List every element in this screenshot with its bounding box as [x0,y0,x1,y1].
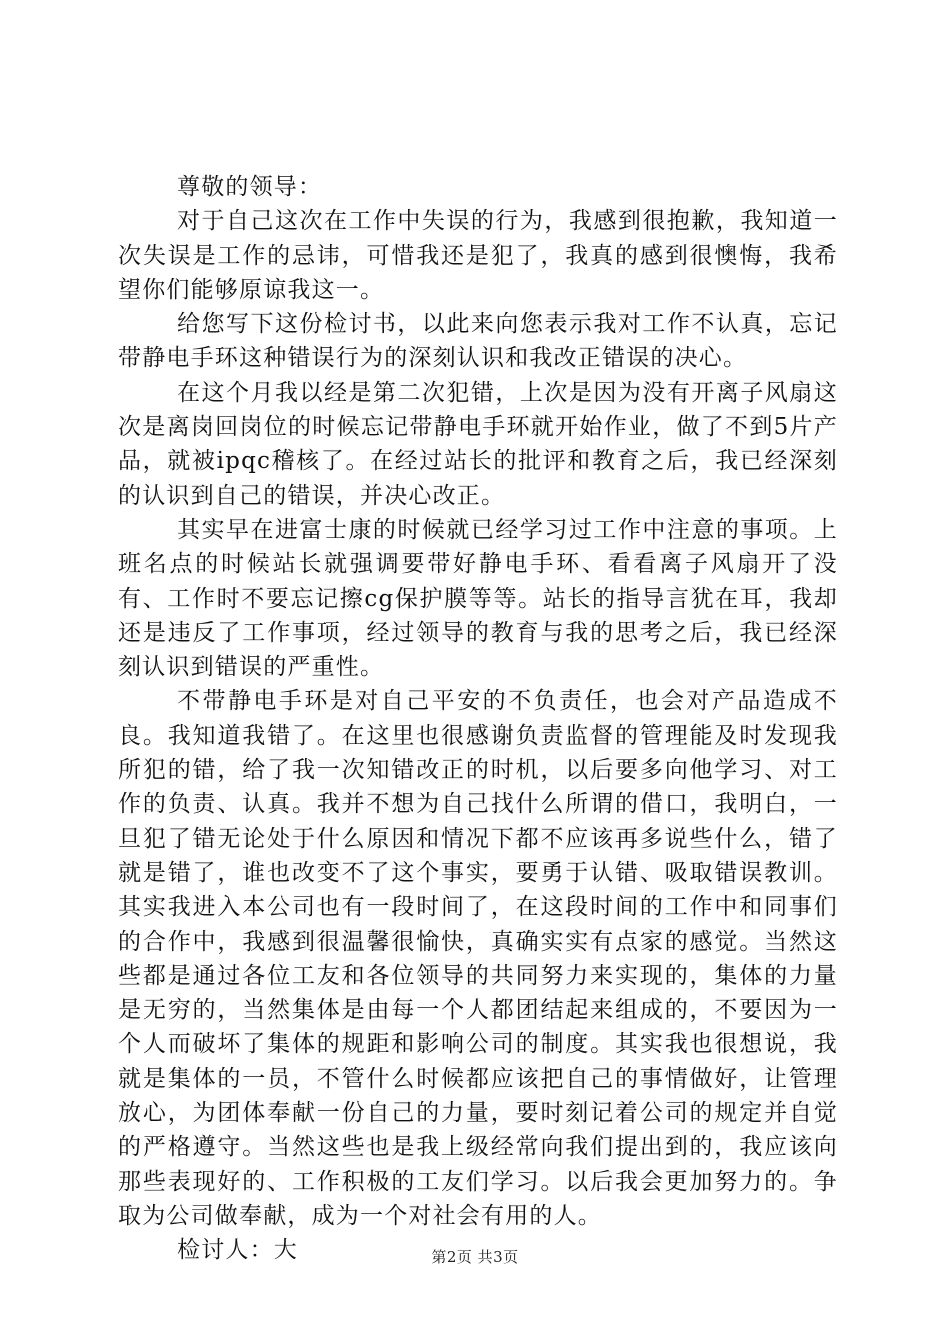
paragraph-3: 在这个月我以经是第二次犯错，上次是因为没有开离子风扇这次是离岗回岗位的时候忘记带静电手环就开始作业，做了不到5片产品，就被ipqc稽核了。在经过站长的批评和教育之后，我已经深刻的认识到自己的错误，并决心改正。 [118,379,838,509]
paragraph-1: 对于自己这次在工作中失误的行为，我感到很抱歉，我知道一次失误是工作的忌讳，可惜我还是犯了，我真的感到很懊悔，我希望你们能够原谅我这一。 [118,208,838,303]
signature: 检讨人：大 [177,1237,298,1264]
salutation: 尊敬的领导： [177,174,323,200]
paragraph-4: 其实早在进富士康的时候就已经学习过工作中注意的事项。上班名点的时候站长就强调要带好静电手环、看看离子风扇开了没有、工作时不要忘记擦cg保护膜等等。站长的指导言犹在耳，我却还是违反了工作事项，经过领导的教育与我的思考之后，我已经深刻认识到错误的严重性。 [118,516,838,681]
letter-body [118,170,838,1268]
paragraph-2: 给您写下这份检讨书，以此来向您表示我对工作不认真，忘记带静电手环这种错误行为的深刻认识和我改正错误的决心。 [118,311,838,372]
page-number-footer: 第2页 共3页 [431,1248,519,1266]
paragraph-5: 不带静电手环是对自己平安的不负责任，也会对产品造成不良。我知道我错了。在这里也很感谢负责监督的管理能及时发现我所犯的错，给了我一次知错改正的时机，以后要多向他学习、对工作的负责、认真。我并不想为自己找什么所谓的借口，我明白，一旦犯了错无论处于什么原因和情况下都不应该再多说些什么，错了就是错了，谁也改变不了这个事实，要勇于认错、吸取错误教训。其实我进入本公司也有一段时间了，在这段时间的工作中和同事们的合作中，我感到很温馨很愉快，真确实实有点家的感觉。当然这些都是通过各位工友和各位领导的共同努力来实现的，集体的力量是无穷的，当然集体是由每一个人都团结起来组成的，不要因为一个人而破坏了集体的规距和影响公司的制度。其实我也很想说，我就是集体的一员，不管什么时候都应该把自己的事情做好，让管理放心，为团体奉献一份自己的力量，要时刻记着公司的规定并自觉的严格遵守。当然这些也是我上级经常向我们提出到的，我应该向那些表现好的、工作积极的工友们学习。以后我会更加努力的。争取为公司做奉献，成为一个对社会有用的人。 [118,688,838,1229]
